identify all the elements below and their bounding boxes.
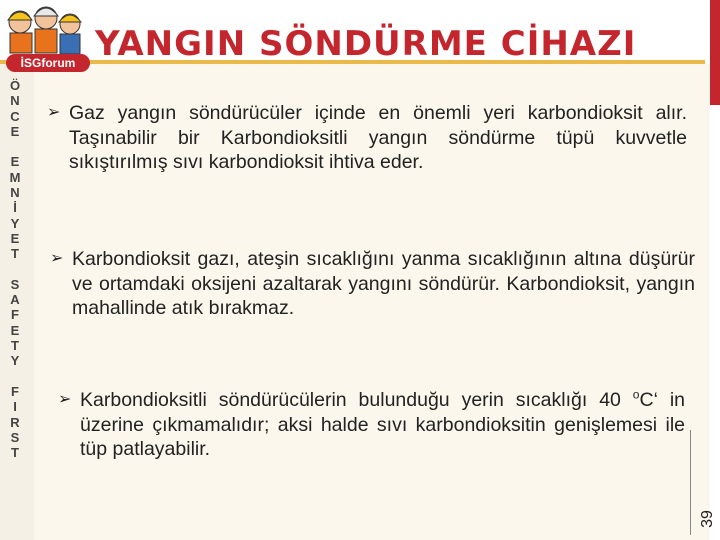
bullet-text: Karbondioksit gazı, ateşin sıcaklığını yanma sıcaklığının altına düşürür ve ortamdaki oksijeni azaltarak yangını söndürür. Karbondioksit, yangın mahallinde atık bırakmaz. — [72, 248, 695, 319]
bullet-text — [80, 388, 685, 462]
vertical-letter: Ö — [9, 78, 21, 93]
vertical-letter: T — [11, 445, 19, 461]
vertical-gap — [13, 369, 17, 384]
logo-text: İSGforum — [20, 56, 76, 70]
vertical-letter: Y — [10, 353, 20, 369]
bullet-text-part: C‘ in üzerine çıkmamalıdır; aksi halde sıvı karbondioksitin genişlemesi ile tüp patlayabilir. — [80, 389, 685, 460]
vertical-letter: Y — [10, 215, 20, 231]
vertical-letter: A — [10, 292, 20, 308]
page-number-divider — [690, 430, 691, 535]
bullet-item — [58, 388, 685, 462]
vertical-letter: E — [10, 154, 20, 170]
vertical-letter: İ — [13, 200, 17, 216]
page-title: YANGIN SÖNDÜRME CİHAZI — [95, 24, 637, 64]
vertical-letter: F — [11, 383, 19, 399]
vertical-letter: E — [10, 322, 20, 338]
vertical-letter: I — [13, 399, 17, 415]
vertical-letter: E — [10, 230, 20, 246]
bullet-item — [47, 101, 687, 175]
vertical-gap — [13, 262, 17, 277]
vertical-safety-text — [0, 78, 30, 460]
vertical-letter: R — [10, 414, 20, 430]
vertical-letter: E — [10, 123, 20, 139]
vertical-gap — [13, 139, 17, 154]
bullet-text: Gaz yangın söndürücüler içinde en önemli yeri karbondioksit alır. Taşınabilir bir Karbondioksitli yangın söndürme tüpü kuvvetle sıkıştırılmış sıvı karbondioksit ihtiva eder. — [69, 102, 687, 173]
page-number: 39 — [699, 510, 716, 528]
bullet-text-part: Karbondioksitli söndürücülerin bulunduğu yerin sıcaklığı 40 — [80, 389, 633, 411]
arrow-bullet-icon: ➢ — [50, 250, 64, 267]
vertical-letter: F — [11, 307, 19, 323]
arrow-bullet-icon: ➢ — [47, 104, 61, 121]
vertical-letter: T — [11, 246, 19, 262]
vertical-letter: N — [10, 93, 20, 109]
degree-superscript: o — [632, 387, 640, 402]
vertical-letter: T — [11, 338, 19, 354]
vertical-letter: S — [10, 276, 20, 292]
vertical-letter: S — [10, 429, 20, 445]
vertical-letter: N — [10, 185, 20, 201]
vertical-letter: M — [9, 169, 21, 185]
arrow-bullet-icon: ➢ — [58, 391, 72, 408]
isgforum-logo — [0, 0, 95, 78]
red-corner-strip — [710, 0, 720, 105]
vertical-letter: C — [10, 108, 20, 124]
bullet-item — [50, 247, 695, 321]
